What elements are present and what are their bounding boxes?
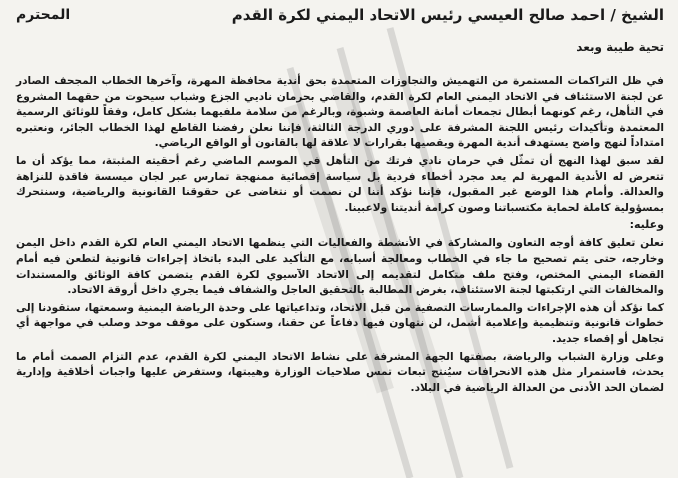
paragraph-2: لقد سبق لهذا النهج أن تمثّل في حرمان نادي فرتك من التأهل في الموسم الماضي رغم أحقيته المثبتة، مما يؤكد أن ما تتعرض له الأندية المهرية لم يعد مجرد أخطاء فردية بل سياسة إقصائية ممنهجة تمارس عبر لجان ميسسة فاقدة للنزاهة والعدالة. وأمام هذا الوضع غير المقبول، فإننا نؤكد أننا لن نصمت أو نتغاضى عن حقوقنا القانونية والرياضية، وسنتحرك بمسؤولية كاملة لحماية مكتسباتنا وصون كرامة أنديتنا ولاعبينا. [16, 154, 664, 214]
accordingly-heading: وعليه: [629, 218, 664, 232]
paragraph-3: نعلن تعليق كافة أوجه التعاون والمشاركة في الأنشطة والفعاليات التي ينظمها الاتحاد اليمني العام لكرة القدم داخل اليمن وخارجه، حتى يتم تصحيح ما جاء في الخطاب ومعالجة أسبابه، مع التأكيد على البدء باتخاذ إجراءات قانونية لتطعن فيه أمام القضاء اليمني المختص، وفتح ملف متكامل لتقديمه إلى الاتحاد الآسيوي لكرة القدم يتضمن كافة الوثائق والمستندات والمخالفات التي ارتكبتها لجنة الاستئناف، بغرض المطالبة بالتحقيق العاجل والشفاف فيما يجري داخل أروقة الاتحاد. [16, 237, 664, 297]
paragraph-1: في ظل التراكمات المستمرة من التهميش والتجاوزات المتعمدة بحق أندية محافظة المهرة، وآخرها الخطاب المجحف الصادر عن لجنة الاستئناف في الاتحاد اليمني العام لكرة القدم، والقاضي بحرمان ناديي الجزع وشباب سيحوت من حقهما المشروع في التأهل، رغم كونهما أبطال تجمعات أمانة العاصمة وشبوة، وبالرغم من سلامة ملفيهما بشكل كامل، وفقاً للوثائق الرسمية المعتمدة وتأكيدات رئيس اللجنة المشرفة على دوري الدرجة الثالثة، فإننا نعلن رفضنا القاطع لهذا الخطاب الجائر، ونعتبره امتداداً لنهج واضح يستهدف أندية المهرة ويقصيها بقرارات لا علاقة لها بالقانون أو الواقع الرياضي. [16, 75, 664, 150]
letter-header [16, 4, 664, 26]
paragraph-5: وعلى وزارة الشباب والرياضة، بصفتها الجهة المشرفة على نشاط الاتحاد اليمني لكرة القدم، عدم التزام الصمت أمام ما يحدث، فاستمرار مثل هذه الانحرافات سيُنتج تبعات تمس صلاحيات الوزارة وهيبتها، وستفرض عليها واجبات أخلاقية وإدارية لضمان الحد الأدنى من العدالة الرياضية في البلاد. [16, 350, 664, 394]
paragraph-4: كما نؤكد أن هذه الإجراءات والممارسات التصفية من قبل الاتحاد، وتداعياتها على وحدة الرياضة اليمنية وسمعتها، ستقودنا إلى خطوات قانونية وتنظيمية وإعلامية أشمل، لن نتهاون فيها دفاعاً عن حقنا، وسنكون على موقف موحد وصلب في مواجهة أي تجاهل أو إقصاء جديد. [16, 301, 664, 345]
recipient-line: الشيخ / احمد صالح العيسي رئيس الاتحاد اليمني لكرة القدم [231, 6, 664, 24]
honorific: المحترم [16, 7, 71, 23]
greeting: تحية طيبة وبعد [576, 40, 664, 54]
